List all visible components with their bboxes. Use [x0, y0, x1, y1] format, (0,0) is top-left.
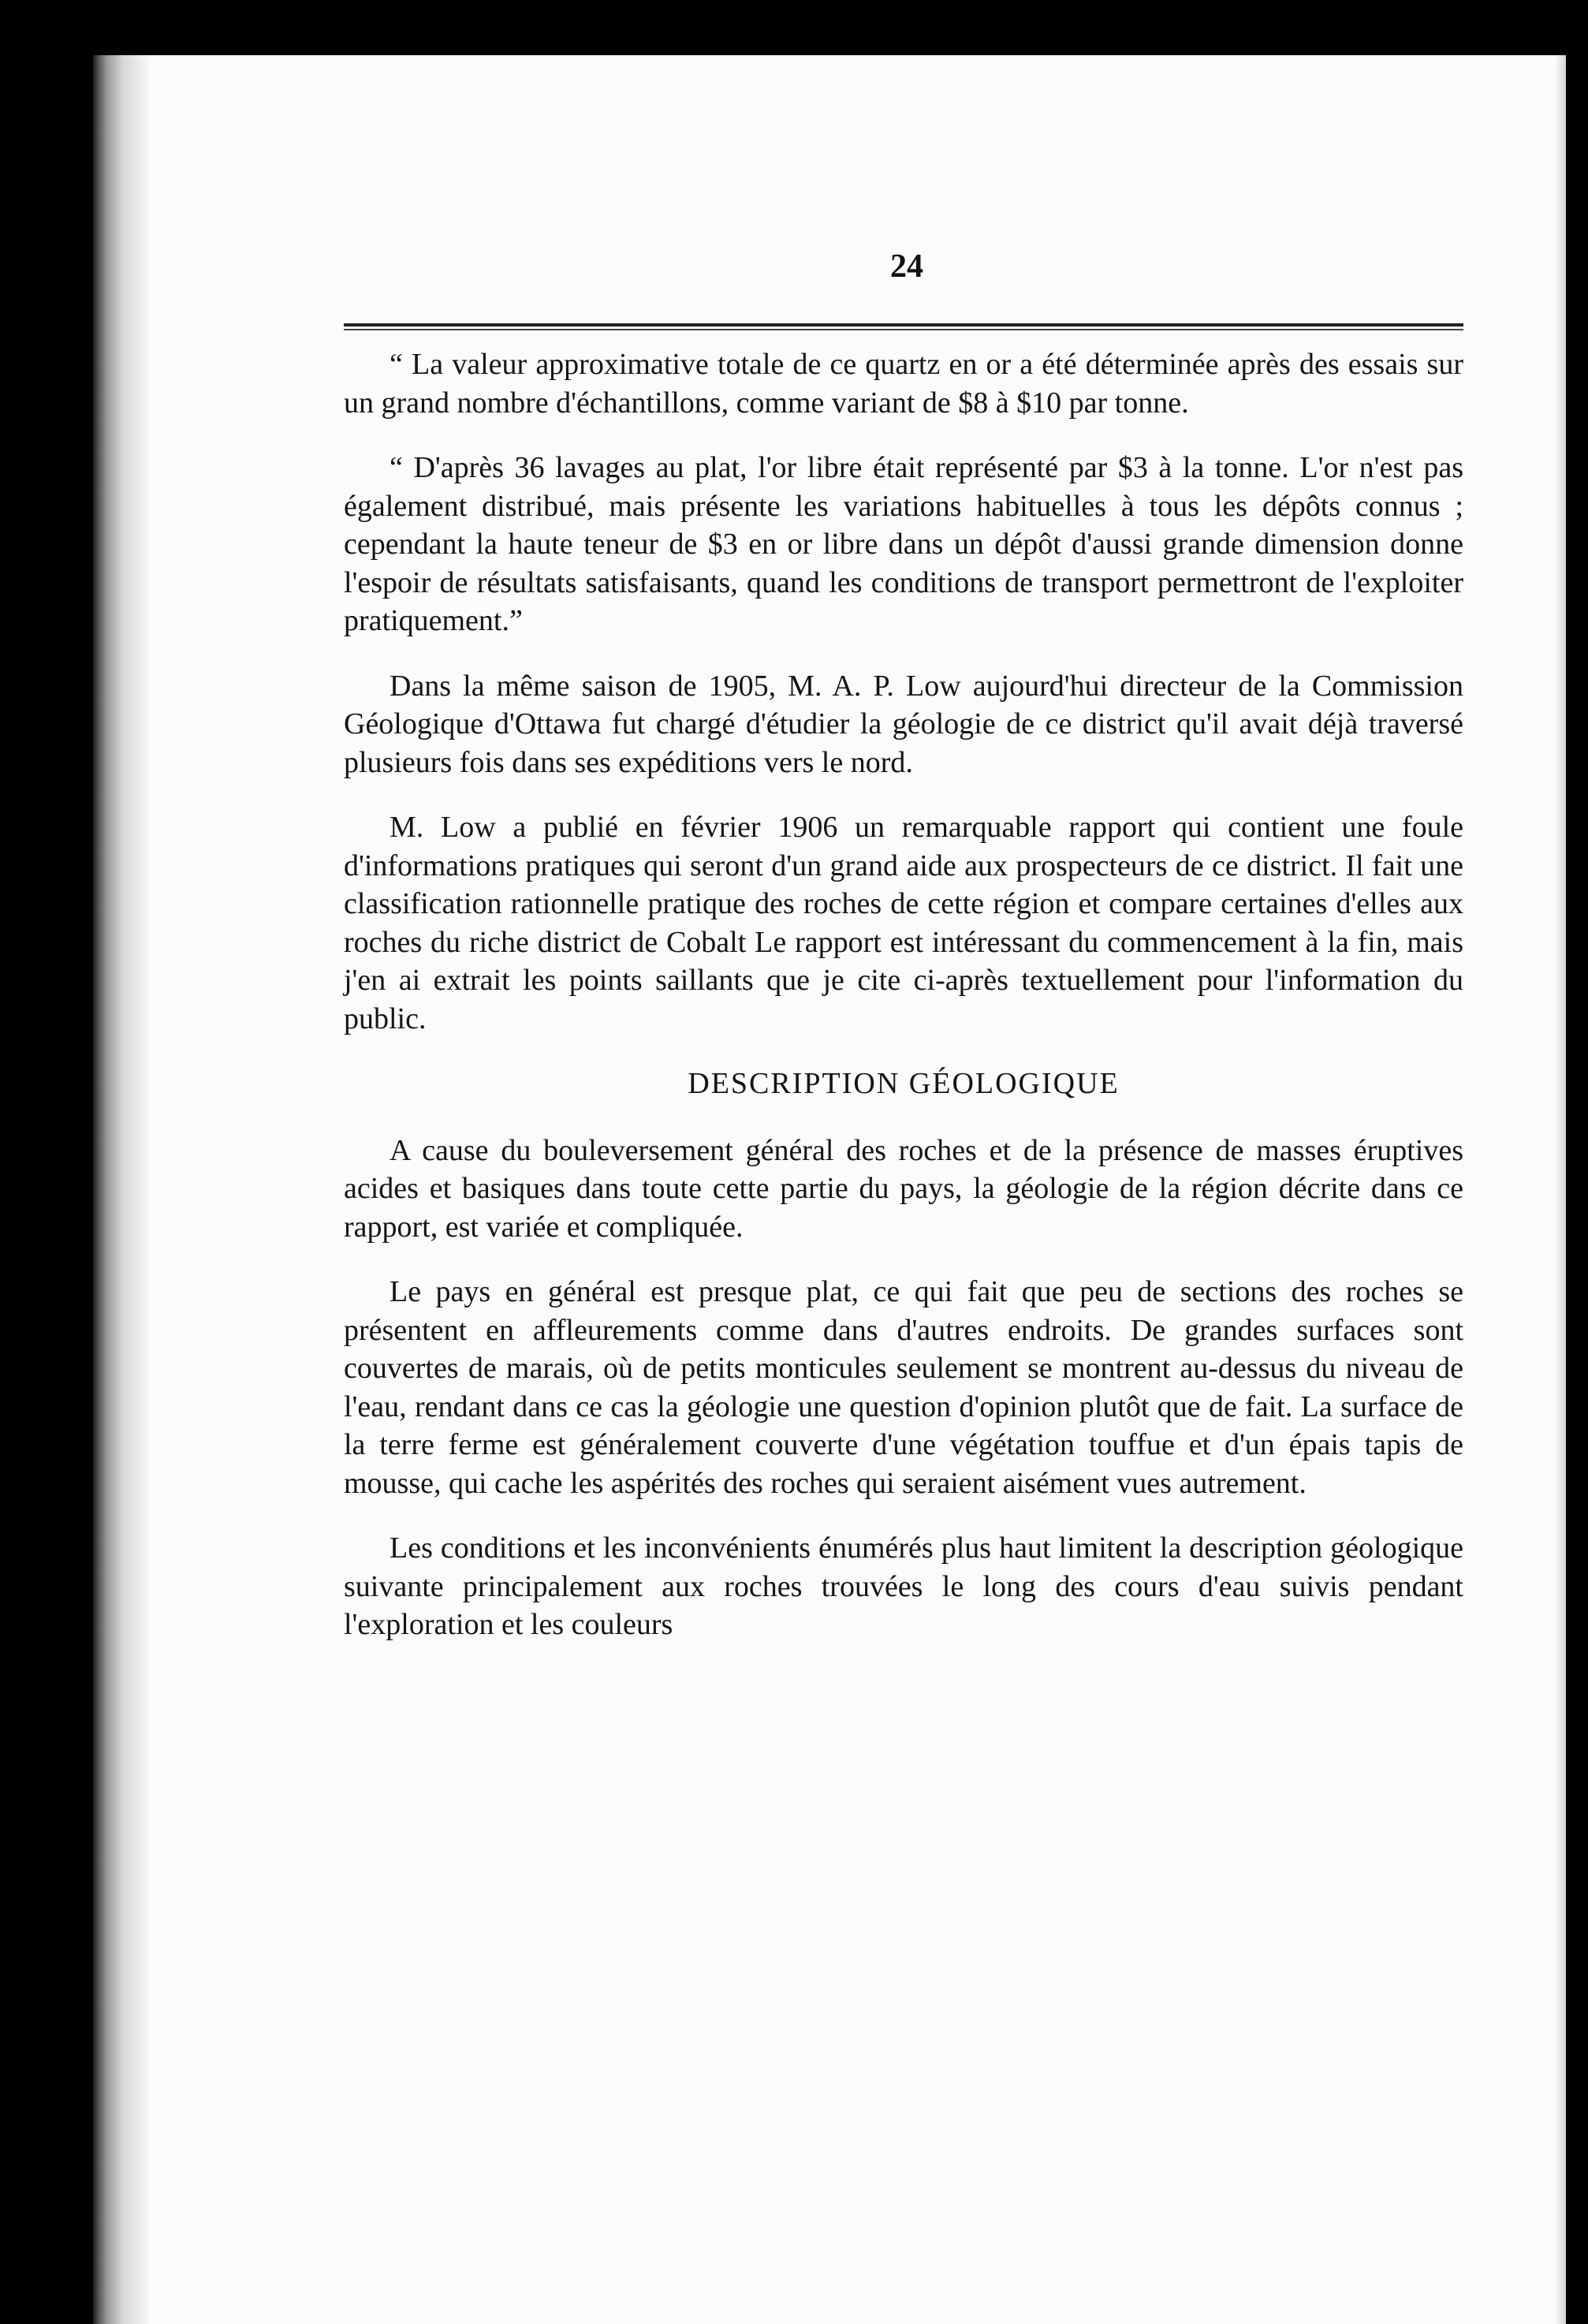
page-right-edge [1555, 55, 1566, 2324]
header-rule-thin [344, 329, 1463, 330]
paragraph-free-gold: “ D'après 36 lavages au plat, l'or libre était représenté par $3 à la tonne. L'or n'est pas également distribué, mais présente les variations habituelles à tous les dépôts connus ; cependant la haute teneur de $3 en or libre dans un dépôt d'aussi grande dimension donne l'espoir de résultats satisfaisants, quand les conditions de transport permettront de l'exploiter pratiquement.” [344, 451, 1463, 637]
page-binding-edge [93, 55, 148, 2324]
header-rule [344, 315, 1463, 331]
paragraph-low-survey: Dans la même saison de 1905, M. A. P. Low aujourd'hui directeur de la Commission Géologique d'Ottawa fut chargé d'étudier la géologie de ce district qu'il avait déjà traversé plusieurs fois dans ses expéditions vers le nord. [344, 669, 1463, 779]
section-heading: DESCRIPTION GÉOLOGIQUE [688, 1067, 1120, 1100]
paragraph-flat-country: Le pays en général est presque plat, ce qui fait que peu de sections des roches se présentent en affleurements comme dans d'autres endroits. De grandes surfaces sont couvertes de marais, où de petits monticules seulement se montrent au-dessus du niveau de l'eau, rendant dans ce cas la géologie une question d'opinion plutôt que de fait. La surface de la terre ferme est généralement couverte d'une végétation touffue et d'un épais tapis de mousse, qui cache les aspérités des roches qui seraient aisément vues autrement. [344, 1275, 1463, 1500]
paragraph-quartz-value: “ La valeur approximative totale de ce quartz en or a été déterminée après des essais sur un grand nombre d'échantillons, comme variant de $8 à $10 par tonne. [344, 348, 1463, 420]
paragraph-upheaval: A cause du bouleversement général des roches et de la présence de masses éruptives acides et basiques dans toute cette partie du pays, la géologie de la région décrite dans ce rapport, est variée et compliquée. [344, 1133, 1463, 1244]
page-body [344, 345, 1463, 1671]
paragraph-conditions: Les conditions et les inconvénients énumérés plus haut limitent la description géologique suivante principalement aux roches trouvées le long des cours d'eau suivis pendant l'exploration et les couleurs [344, 1531, 1463, 1641]
page-number: 24 [890, 248, 923, 285]
header-rule-thick [344, 323, 1463, 326]
paragraph-low-report: M. Low a publié en février 1906 un remarquable rapport qui contient une foule d'informations pratiques qui seront d'un grand aide aux prospecteurs de ce district. Il fait une classification rationnelle pratique des roches de cette région et compare certaines d'elles aux roches du riche district de Cobalt Le rapport est intéressant du commencement à la fin, mais j'en ai extrait les points saillants que je cite ci-après textuellement pour l'information du public. [344, 811, 1463, 1035]
